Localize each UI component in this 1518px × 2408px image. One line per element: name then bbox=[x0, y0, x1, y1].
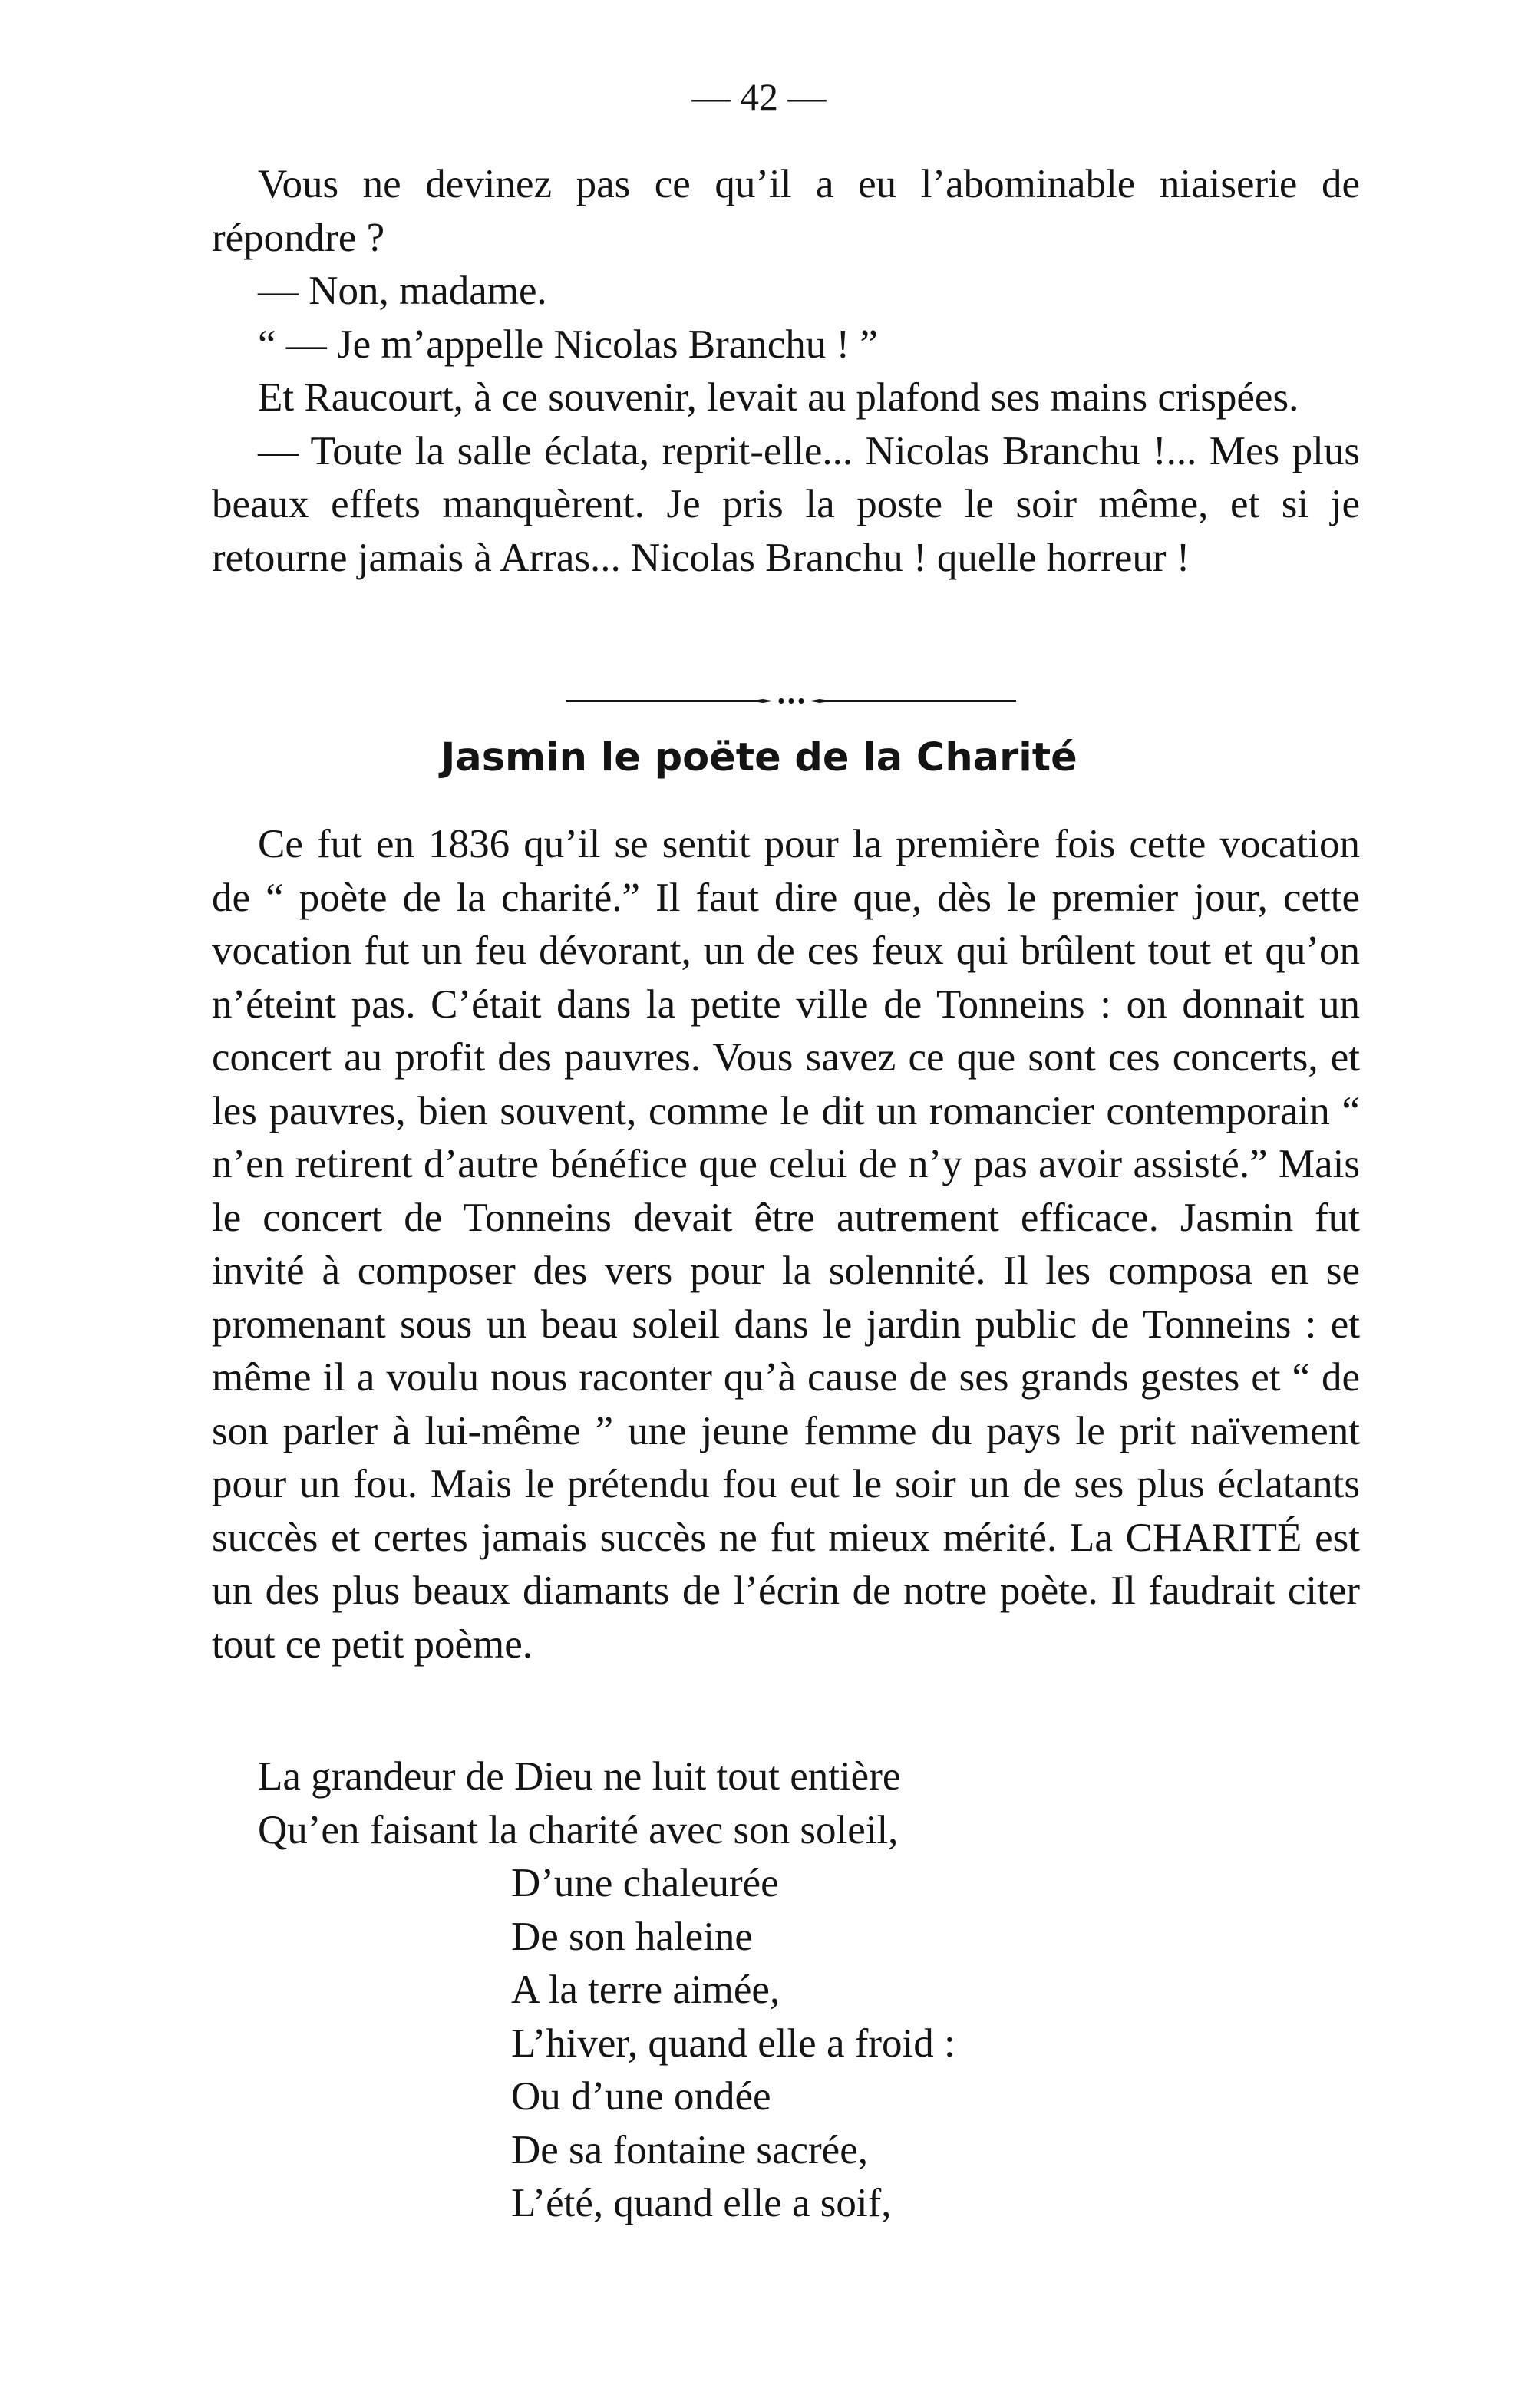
paragraph: “ — Je m’appelle Nicolas Branchu ! ” bbox=[258, 322, 878, 367]
paragraph: Vous ne devinez pas ce qu’il a eu l’abominable niaiserie de répondre ? bbox=[212, 162, 1360, 260]
poem-line: De sa fontaine sacrée, bbox=[511, 2127, 868, 2172]
paragraph: Ce fut en 1836 qu’il se sentit pour la première fois cette vocation de “ poète de la charité.” Il faut dire que, dès le premier jour, cette vocation fut un feu dévorant, un de ces feux qui brûlent tout et qu’on n’éteint pas. C’était dans la petite ville de Tonneins : on donnait un concert au profit des pauvres. Vous savez ce que sont ces concerts, et les pauvres, bien souvent, comme le dit un romancier contemporain “ n’en retirent d’autre bénéfice que celui de n’y pas avoir assisté.” Mais le concert de Tonneins devait être autrement efficace. Jasmin fut invité à composer des vers pour la solennité. Il les composa en se promenant sous un beau soleil dans le jardin public de Tonneins : et même il a voulu nous raconter qu’à cause de ses grands gestes et “ de son parler à lui-même ” une jeune femme du pays le prit naïvement pour un fou. Mais le prétendu fou eut le soir un de ses plus éclatants succès et certes jamais succès ne fut mieux mérité. La CHARITÉ est un des plus beaux diamants de l’écrin de notre poète. Il faudrait citer tout ce petit poème. bbox=[212, 822, 1360, 1667]
poem-indented-stanza bbox=[511, 1857, 955, 2231]
paragraph: Et Raucourt, à ce souvenir, levait au plafond ses mains crispées. bbox=[258, 375, 1299, 420]
section-charite bbox=[212, 818, 1360, 1671]
poem-line: L’hiver, quand elle a froid : bbox=[511, 2020, 955, 2066]
poem-line: Ou d’une ondée bbox=[511, 2074, 771, 2119]
section-anecdote bbox=[212, 158, 1360, 585]
poem-line: De son haleine bbox=[511, 1914, 753, 1959]
poem-line: La grandeur de Dieu ne luit tout entière bbox=[258, 1754, 901, 1799]
paragraph: — Toute la salle éclata, reprit-elle... Nicolas Branchu !... Mes plus beaux effets manquèrent. Je pris la poste le soir même, et si je retourne jamais à Arras... Nicolas Branchu ! quelle horreur ! bbox=[212, 428, 1360, 580]
poem-opening bbox=[258, 1750, 900, 1857]
poem-line: D’une chaleurée bbox=[511, 1861, 779, 1905]
poem-line: A la terre aimée, bbox=[511, 1968, 780, 2012]
poem-line: L’été, quand elle a soif, bbox=[511, 2181, 892, 2225]
section-separator bbox=[566, 697, 1016, 706]
paragraph: — Non, madame. bbox=[258, 269, 547, 313]
section-heading: Jasmin le poëte de la Charité bbox=[441, 735, 1077, 780]
poem-line: Qu’en faisant la charité avec son soleil, bbox=[258, 1807, 899, 1852]
page-number: — 42 — bbox=[691, 75, 827, 118]
